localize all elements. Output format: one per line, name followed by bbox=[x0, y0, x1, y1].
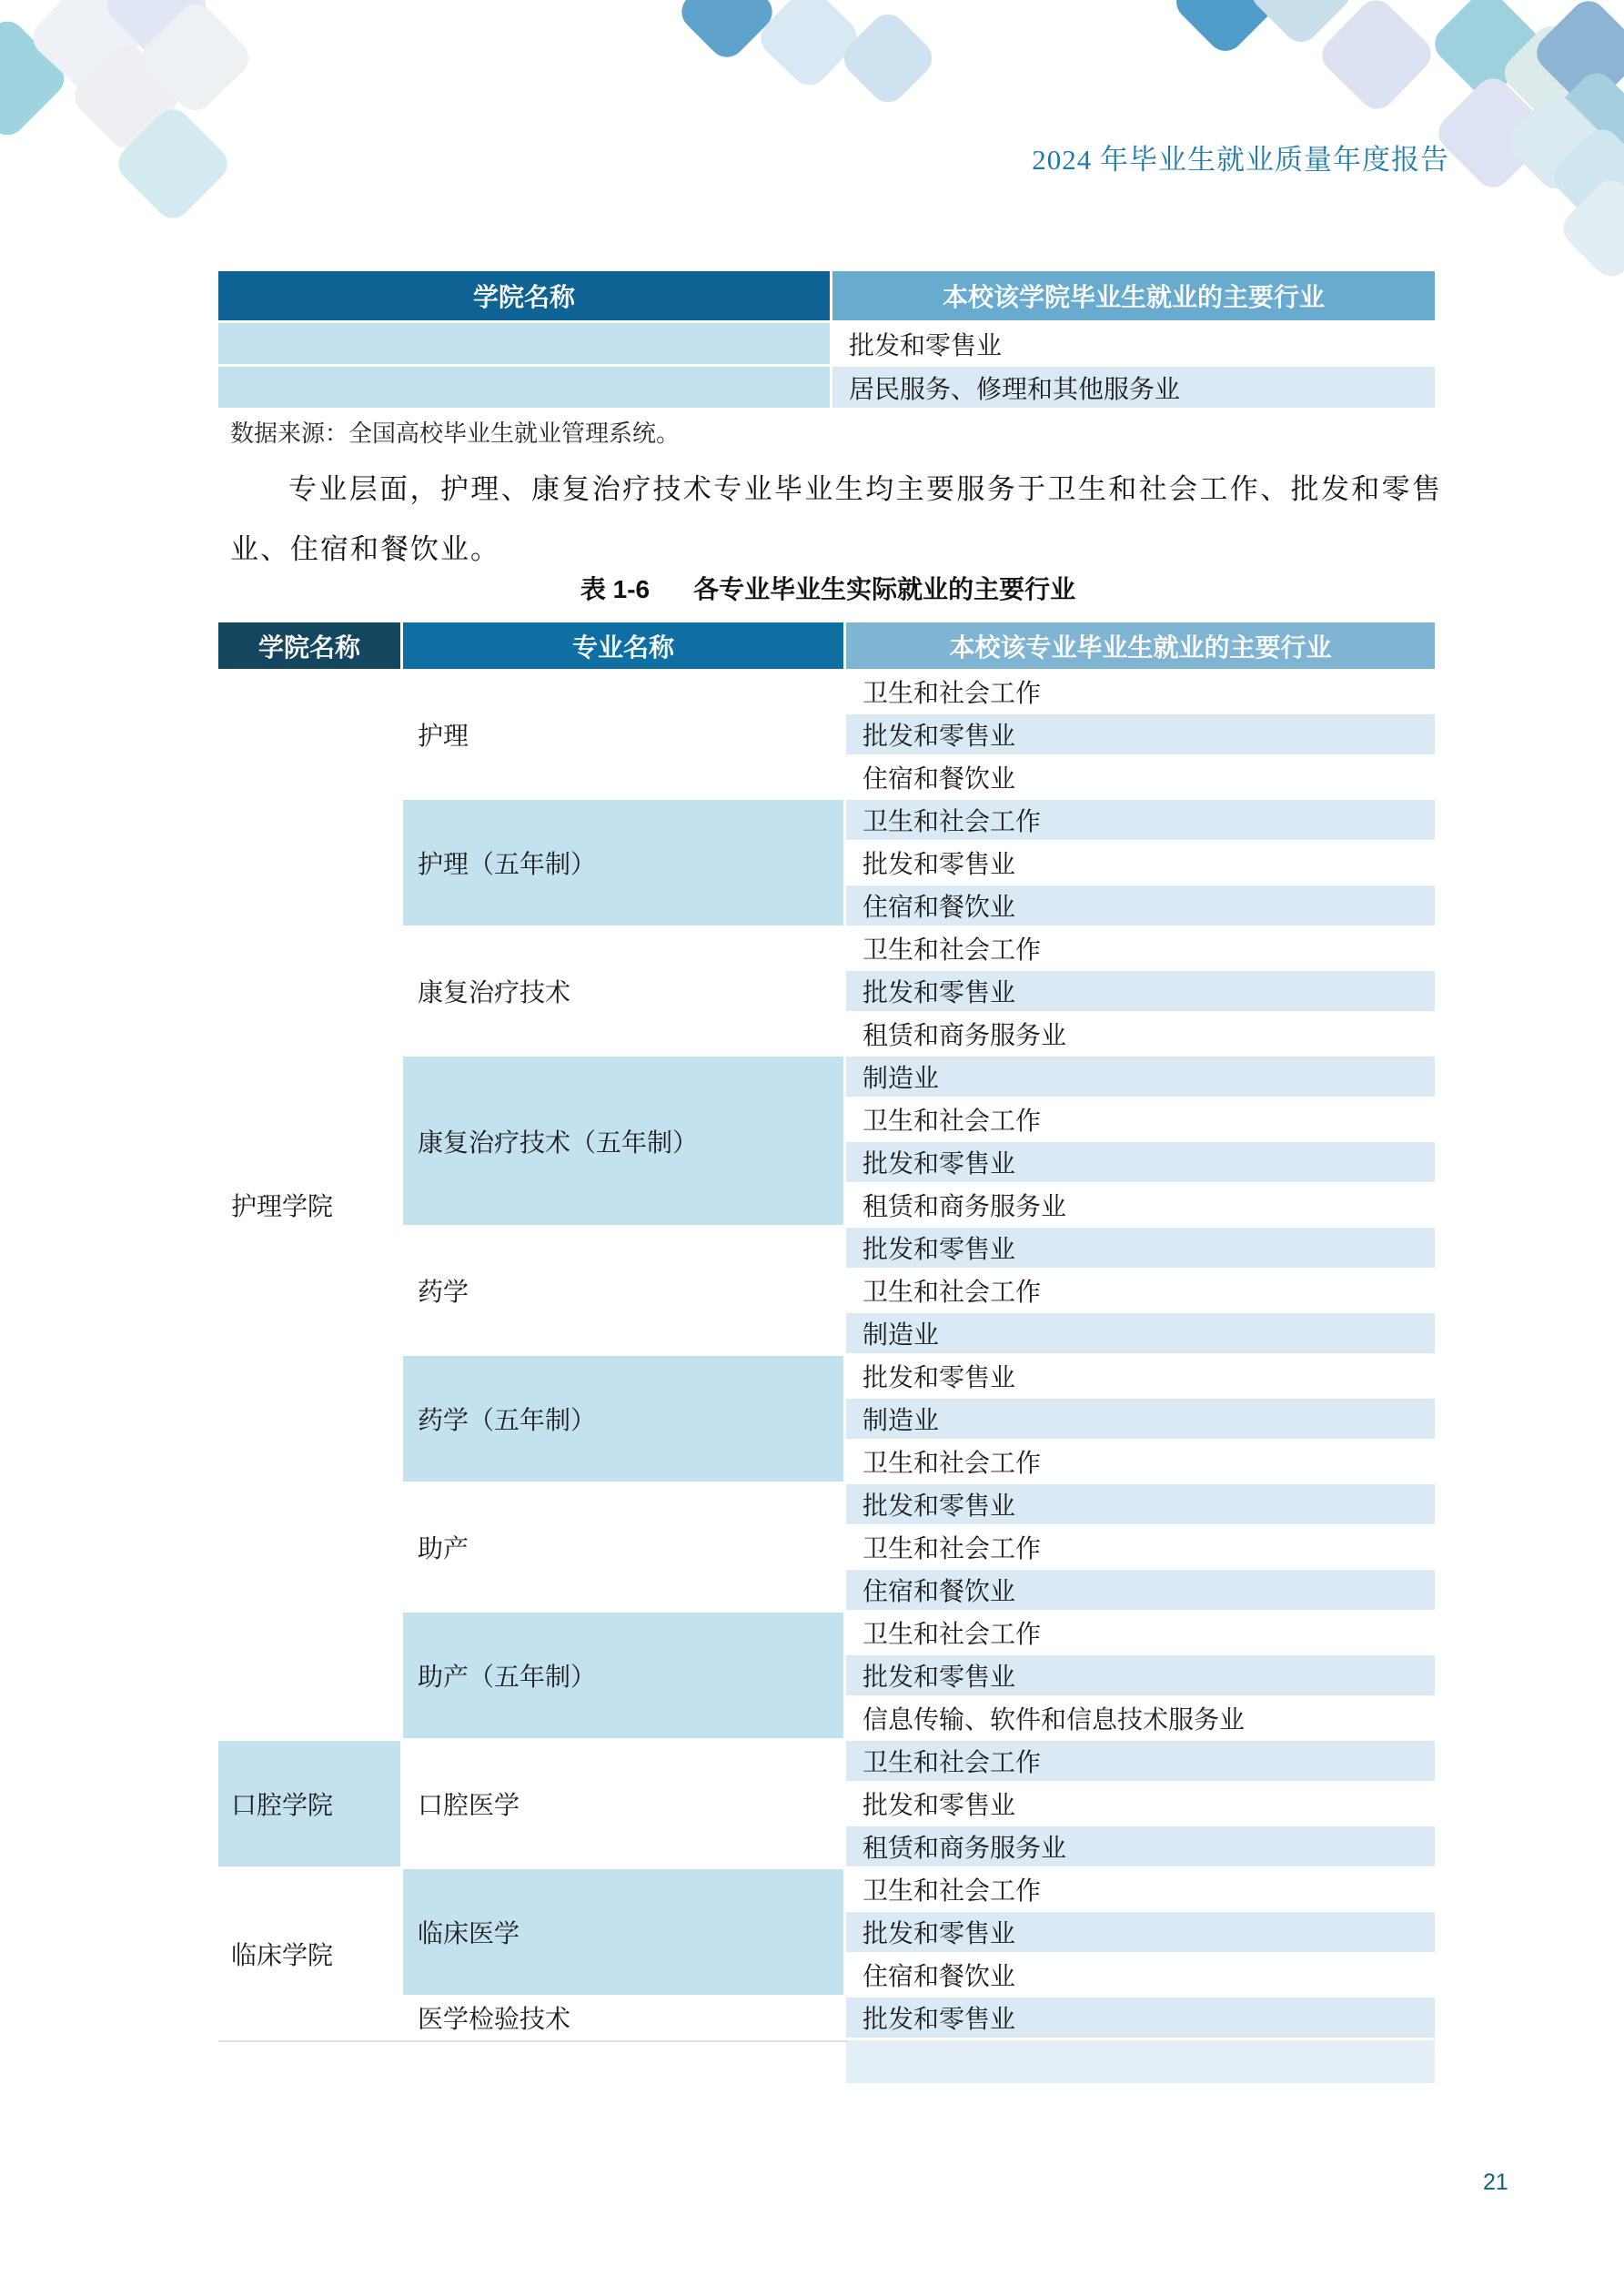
industry-cell: 批发和零售业 bbox=[846, 1784, 1437, 1826]
industry-cell: 卫生和社会工作 bbox=[846, 1741, 1437, 1784]
page-header-title: 2024 年毕业生就业质量年度报告 bbox=[1032, 144, 1449, 176]
industry-cell: 卫生和社会工作 bbox=[846, 800, 1437, 843]
college-column-header: 学院名称 bbox=[218, 271, 832, 323]
industry-cell: 住宿和餐饮业 bbox=[846, 757, 1437, 800]
college-cell: 临床学院 bbox=[218, 1869, 403, 2040]
industry-cell: 批发和零售业 bbox=[846, 971, 1437, 1014]
college-cell: 护理学院 bbox=[218, 672, 403, 1741]
college-cell bbox=[218, 367, 832, 410]
industry-cell: 制造业 bbox=[846, 1399, 1437, 1441]
industry-cell: 制造业 bbox=[846, 1057, 1437, 1099]
data-source-note: 数据来源：全国高校毕业生就业管理系统。 bbox=[230, 420, 681, 447]
industry-cell: 租赁和商务服务业 bbox=[846, 1826, 1437, 1869]
major-cell: 助产 bbox=[403, 1484, 846, 1613]
industry-cell: 租赁和商务服务业 bbox=[846, 1185, 1437, 1228]
industry-cell: 信息传输、软件和信息技术服务业 bbox=[846, 1698, 1437, 1741]
decor-square bbox=[1315, 0, 1438, 116]
college-cell bbox=[218, 323, 832, 367]
industry-cell: 批发和零售业 bbox=[846, 1228, 1437, 1270]
major-cell: 护理 bbox=[403, 672, 846, 800]
major-cell: 医学检验技术 bbox=[403, 1998, 846, 2040]
industry-cell: 批发和零售业 bbox=[846, 714, 1437, 757]
table-caption bbox=[218, 570, 1437, 606]
table-header-row bbox=[218, 271, 1437, 323]
industry-column-header: 本校该专业毕业生就业的主要行业 bbox=[846, 622, 1437, 672]
table-row bbox=[218, 672, 1437, 714]
industry-cell: 批发和零售业 bbox=[846, 1142, 1437, 1185]
table-row bbox=[218, 367, 1437, 410]
industry-cell: 住宿和餐饮业 bbox=[846, 1570, 1437, 1613]
table-caption-title: 各专业毕业生实际就业的主要行业 bbox=[693, 575, 1076, 603]
industry-cell: 批发和零售业 bbox=[846, 1655, 1437, 1698]
industry-cell: 卫生和社会工作 bbox=[846, 1099, 1437, 1142]
partial-blank-cell bbox=[218, 2040, 846, 2083]
industry-cell: 制造业 bbox=[846, 1313, 1437, 1356]
industry-column-header: 本校该学院毕业生就业的主要行业 bbox=[832, 271, 1437, 323]
page-number: 21 bbox=[1483, 2170, 1508, 2195]
industry-cell: 住宿和餐饮业 bbox=[846, 885, 1437, 928]
industry-cell: 批发和零售业 bbox=[846, 1998, 1437, 2040]
major-cell: 药学 bbox=[403, 1228, 846, 1356]
majors-industries-table bbox=[218, 622, 1437, 2083]
industry-cell: 批发和零售业 bbox=[832, 323, 1437, 367]
table-row bbox=[218, 323, 1437, 367]
industry-cell: 批发和零售业 bbox=[846, 843, 1437, 885]
table-row bbox=[218, 1741, 1437, 1784]
industry-cell: 住宿和餐饮业 bbox=[846, 1955, 1437, 1998]
table-caption-label: 表 1-6 bbox=[580, 575, 651, 603]
industry-cell: 卫生和社会工作 bbox=[846, 1441, 1437, 1484]
major-cell: 护理（五年制） bbox=[403, 800, 846, 928]
college-industries-table bbox=[218, 271, 1437, 410]
major-cell: 助产（五年制） bbox=[403, 1613, 846, 1741]
decor-square bbox=[836, 6, 939, 109]
major-cell: 康复治疗技术 bbox=[403, 928, 846, 1057]
industry-cell: 卫生和社会工作 bbox=[846, 672, 1437, 714]
industry-cell: 居民服务、修理和其他服务业 bbox=[832, 367, 1437, 410]
industry-cell: 批发和零售业 bbox=[846, 1912, 1437, 1955]
industry-cell: 卫生和社会工作 bbox=[846, 928, 1437, 971]
industry-cell: 批发和零售业 bbox=[846, 1356, 1437, 1399]
major-column-header: 专业名称 bbox=[403, 622, 846, 672]
table-row bbox=[218, 1869, 1437, 1912]
industry-cell: 卫生和社会工作 bbox=[846, 1613, 1437, 1655]
industry-cell: 批发和零售业 bbox=[846, 1484, 1437, 1527]
partial-next-page-row bbox=[218, 2040, 1437, 2083]
college-column-header: 学院名称 bbox=[218, 622, 403, 672]
table-header-row bbox=[218, 622, 1437, 672]
major-cell: 药学（五年制） bbox=[403, 1356, 846, 1484]
major-cell: 临床医学 bbox=[403, 1869, 846, 1998]
partial-industry-cell bbox=[846, 2040, 1437, 2083]
industry-cell: 租赁和商务服务业 bbox=[846, 1014, 1437, 1057]
major-cell: 口腔医学 bbox=[403, 1741, 846, 1869]
industry-cell: 卫生和社会工作 bbox=[846, 1869, 1437, 1912]
college-cell: 口腔学院 bbox=[218, 1741, 403, 1869]
industry-cell: 卫生和社会工作 bbox=[846, 1527, 1437, 1570]
major-cell: 康复治疗技术（五年制） bbox=[403, 1057, 846, 1228]
industry-cell: 卫生和社会工作 bbox=[846, 1270, 1437, 1313]
body-paragraph: 专业层面，护理、康复治疗技术专业毕业生均主要服务于卫生和社会工作、批发和零售业、住宿和餐饮业。 bbox=[230, 473, 1442, 565]
